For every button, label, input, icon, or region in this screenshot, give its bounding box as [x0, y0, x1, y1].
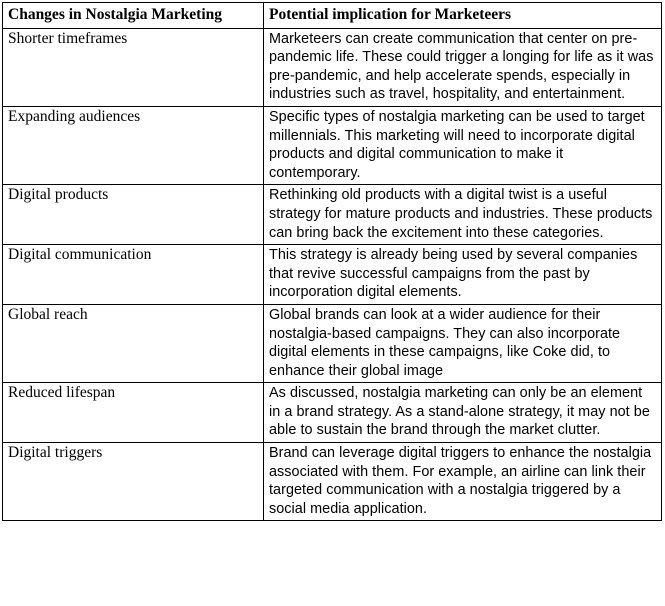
implication-cell: Rethinking old products with a digital twist is a useful strategy for mature products and industries. These products can bring back the excitement into these categories. — [264, 185, 662, 245]
table-row — [3, 383, 662, 443]
table-header-row — [3, 3, 662, 29]
implication-cell: Global brands can look at a wider audience for their nostalgia-based campaigns. They can also incorporate digital elements in these campaigns, like Coke did, to enhance their global image — [264, 304, 662, 382]
change-cell: Digital communication — [3, 245, 264, 305]
table-row — [3, 304, 662, 382]
change-cell: Digital triggers — [3, 443, 264, 521]
table-row — [3, 245, 662, 305]
change-cell: Shorter timeframes — [3, 28, 264, 106]
implication-cell: Specific types of nostalgia marketing can be used to target millennials. This marketing will need to incorporate digital products and digital communication to make it contemporary. — [264, 106, 662, 184]
table-row — [3, 443, 662, 521]
change-cell: Reduced lifespan — [3, 383, 264, 443]
header-changes: Changes in Nostalgia Marketing — [3, 3, 264, 29]
change-cell: Global reach — [3, 304, 264, 382]
nostalgia-marketing-table — [2, 2, 662, 521]
implication-cell: Brand can leverage digital triggers to enhance the nostalgia associated with them. For example, an airline can link their targeted communication with a nostalgia triggered by a social media application. — [264, 443, 662, 521]
implication-cell: As discussed, nostalgia marketing can only be an element in a brand strategy. As a stand-alone strategy, it may not be able to sustain the brand through the market clutter. — [264, 383, 662, 443]
change-cell: Digital products — [3, 185, 264, 245]
header-implications: Potential implication for Marketeers — [264, 3, 662, 29]
implication-cell: Marketeers can create communication that center on pre-pandemic life. These could trigger a longing for life as it was pre-pandemic, and help accelerate spends, especially in industries such as travel, hospitality, and entertainment. — [264, 28, 662, 106]
table-row — [3, 28, 662, 106]
table-row — [3, 106, 662, 184]
implication-cell: This strategy is already being used by several companies that revive successful campaigns from the past by incorporation digital elements. — [264, 245, 662, 305]
change-cell: Expanding audiences — [3, 106, 264, 184]
table-row — [3, 185, 662, 245]
